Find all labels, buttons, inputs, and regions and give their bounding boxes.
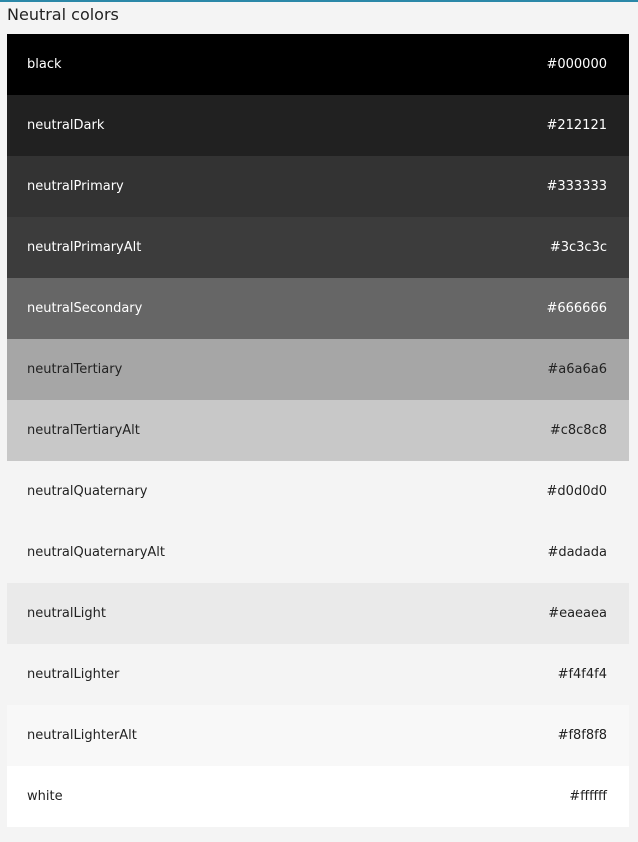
swatch-hex-value: #3c3c3c — [549, 239, 607, 255]
swatch-hex-value: #eaeaea — [548, 605, 607, 621]
swatch-name: black — [27, 56, 62, 72]
swatch-name: neutralLighterAlt — [27, 727, 137, 743]
swatch-name: neutralTertiaryAlt — [27, 422, 140, 438]
swatch-row-neutral-quaternary-alt — [7, 522, 629, 583]
swatch-hex-value: #000000 — [546, 56, 607, 72]
swatch-row-neutral-quaternary — [7, 461, 629, 522]
swatch-hex-value: #333333 — [546, 178, 607, 194]
swatch-hex-value: #f4f4f4 — [557, 666, 607, 682]
swatch-row-neutral-primary-alt — [7, 217, 629, 278]
swatch-hex-value: #a6a6a6 — [547, 361, 607, 377]
swatch-name: neutralPrimary — [27, 178, 124, 194]
swatch-name: neutralSecondary — [27, 300, 143, 316]
swatch-row-neutral-light — [7, 583, 629, 644]
swatch-hex-value: #666666 — [546, 300, 607, 316]
swatch-row-neutral-lighter-alt — [7, 705, 629, 766]
swatch-name: white — [27, 788, 63, 804]
swatch-name: neutralTertiary — [27, 361, 123, 377]
swatch-hex-value: #ffffff — [569, 788, 607, 804]
swatch-hex-value: #dadada — [547, 544, 607, 560]
swatch-row-neutral-primary — [7, 156, 629, 217]
page-title: Neutral colors — [7, 5, 119, 24]
swatch-name: neutralQuaternary — [27, 483, 148, 499]
neutral-colors-list — [7, 34, 629, 827]
swatch-row-neutral-lighter — [7, 644, 629, 705]
swatch-row-neutral-tertiary-alt — [7, 400, 629, 461]
swatch-hex-value: #212121 — [546, 117, 607, 133]
swatch-row-neutral-tertiary — [7, 339, 629, 400]
swatch-row-black — [7, 34, 629, 95]
swatch-hex-value: #d0d0d0 — [546, 483, 607, 499]
swatch-name: neutralLighter — [27, 666, 120, 682]
swatch-hex-value: #f8f8f8 — [557, 727, 607, 743]
swatch-row-white — [7, 766, 629, 827]
swatch-row-neutral-dark — [7, 95, 629, 156]
swatch-row-neutral-secondary — [7, 278, 629, 339]
swatch-name: neutralLight — [27, 605, 106, 621]
swatch-hex-value: #c8c8c8 — [549, 422, 607, 438]
swatch-name: neutralQuaternaryAlt — [27, 544, 165, 560]
swatch-name: neutralPrimaryAlt — [27, 239, 142, 255]
swatch-name: neutralDark — [27, 117, 105, 133]
top-accent-line — [0, 0, 638, 2]
